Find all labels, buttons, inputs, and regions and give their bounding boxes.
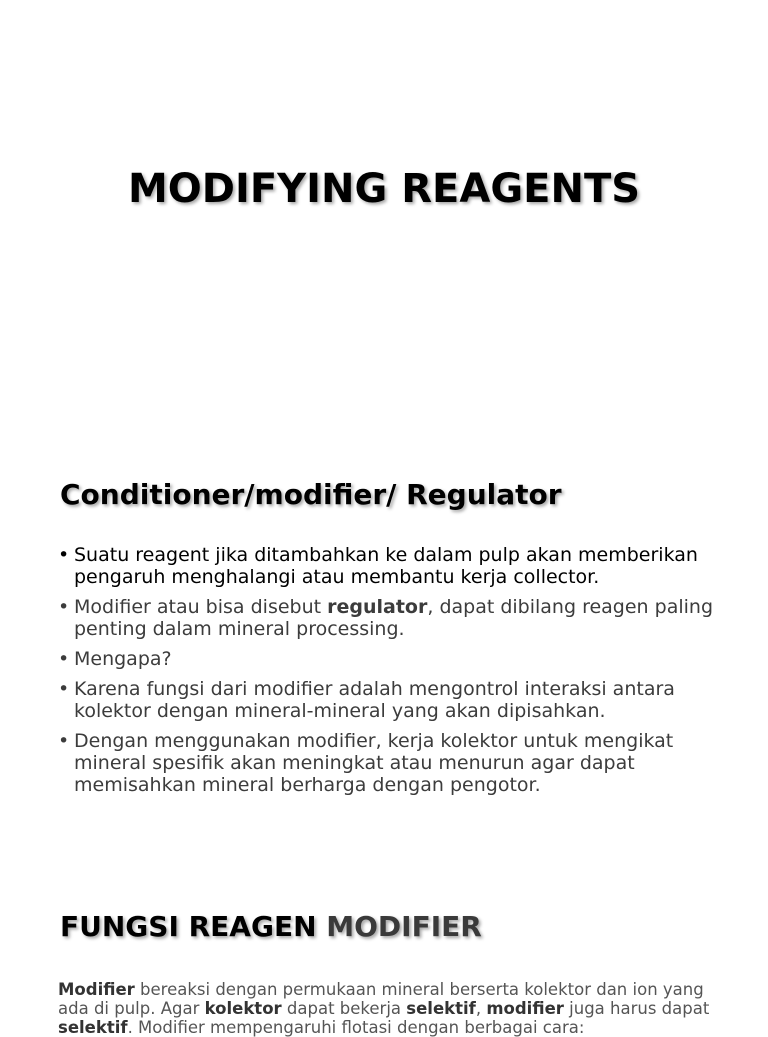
bullet-item-1 [56, 544, 716, 588]
bullet-text: Mengapa? [74, 648, 172, 670]
para-bold: modifier [486, 999, 564, 1018]
bullet-item-5 [56, 730, 716, 796]
bullet-text: Suatu reagent jika ditambahkan ke dalam pulp akan memberikan pengaruh menghalangi atau membantu kerja collector. [74, 544, 698, 588]
bullet-item-2 [56, 596, 716, 640]
heading-accent: MODIFIER [326, 910, 482, 943]
slide-title: MODIFYING REAGENTS [127, 166, 641, 212]
bullet-text: Karena fungsi dari modifier adalah mengontrol interaksi antara kolektor dengan mineral-mineral yang akan dipisahkan. [74, 678, 675, 722]
para-text: dapat bekerja [281, 999, 407, 1018]
bullet-text-bold: regulator [327, 596, 428, 618]
section-heading-conditioner: Conditioner/modifier/ Regulator [60, 478, 562, 511]
para-bold: Modifier [58, 980, 135, 999]
section-heading-fungsi [60, 910, 482, 943]
bullet-item-3 [56, 648, 716, 670]
bullet-text-pre: Modifier atau bisa disebut [74, 596, 328, 618]
para-bold: selektif [406, 999, 476, 1018]
bullet-list [56, 544, 716, 804]
para-text: juga harus dapat [563, 999, 710, 1018]
para-text: bereaksi dengan permukaan mineral berserta kolektor dan ion yang ada di pulp. Agar [58, 980, 704, 1018]
bullet-item-4 [56, 678, 716, 722]
para-text: , [475, 999, 487, 1018]
heading-main: FUNGSI REAGEN [60, 910, 327, 943]
para-text: . Modifier mempengaruhi flotasi dengan berbagai cara: [127, 1018, 585, 1037]
para-bold: kolektor [204, 999, 282, 1018]
bullet-text: Dengan menggunakan modifier, kerja kolektor untuk mengikat mineral spesifik akan meningkat atau menurun agar dapat memisahkan mineral berharga dengan pengotor. [74, 730, 674, 796]
bullet-text-post: , dapat dibilang reagen paling penting dalam mineral processing. [74, 596, 713, 640]
para-bold: selektif [58, 1018, 128, 1037]
modifier-paragraph [58, 980, 718, 1037]
